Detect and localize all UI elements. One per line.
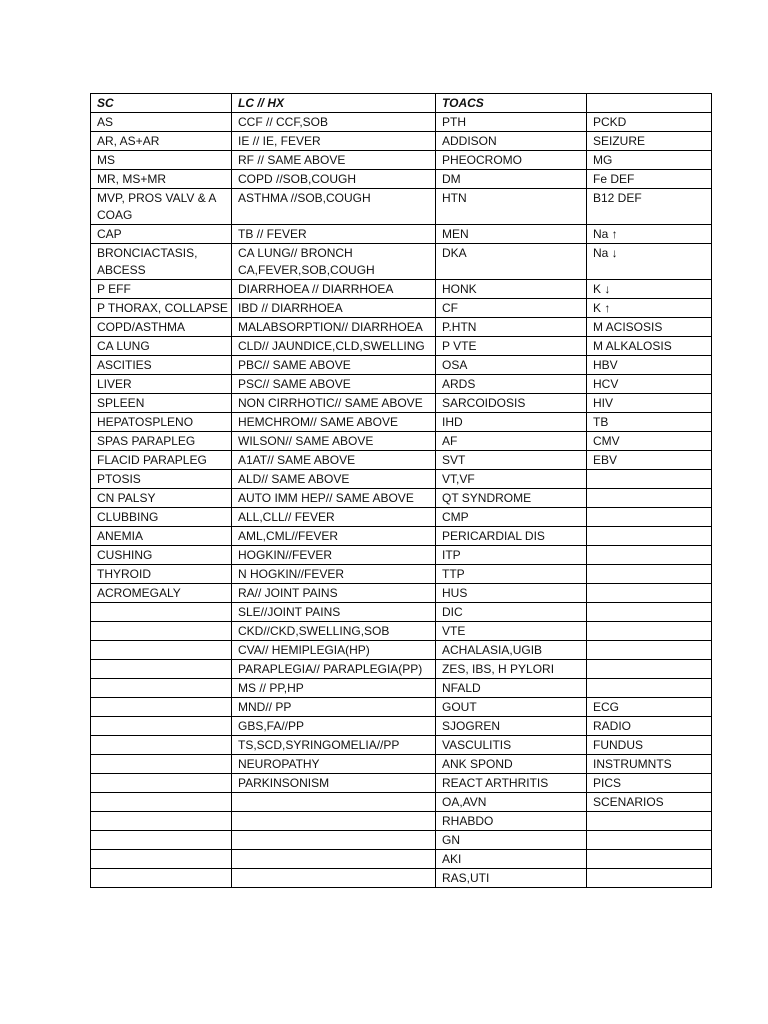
cell-misc (587, 850, 712, 869)
table-row (91, 299, 712, 318)
cell-lc-hx (232, 812, 436, 831)
cell-toacs: MEN (436, 225, 587, 244)
table-row (91, 736, 712, 755)
cell-lc-hx: A1AT// SAME ABOVE (232, 451, 436, 470)
cell-lc-hx: TS,SCD,SYRINGOMELIA//PP (232, 736, 436, 755)
table-row (91, 869, 712, 888)
header-toacs: TOACS (436, 94, 587, 113)
cell-sc (91, 603, 232, 622)
table-row (91, 679, 712, 698)
cell-sc: BRONCIACTASIS, ABCESS (91, 244, 232, 280)
cell-misc: HBV (587, 356, 712, 375)
cell-lc-hx: CKD//CKD,SWELLING,SOB (232, 622, 436, 641)
table-row (91, 375, 712, 394)
cell-lc-hx: ASTHMA //SOB,COUGH (232, 189, 436, 225)
cell-misc: HIV (587, 394, 712, 413)
cell-sc: MS (91, 151, 232, 170)
cell-toacs: SJOGREN (436, 717, 587, 736)
cell-lc-hx: DIARRHOEA // DIARRHOEA (232, 280, 436, 299)
cell-lc-hx: PBC// SAME ABOVE (232, 356, 436, 375)
cell-lc-hx: RA// JOINT PAINS (232, 584, 436, 603)
cell-lc-hx: IE // IE, FEVER (232, 132, 436, 151)
cell-sc (91, 641, 232, 660)
cell-misc: EBV (587, 451, 712, 470)
cell-misc: RADIO (587, 717, 712, 736)
cell-toacs: VTE (436, 622, 587, 641)
cell-misc (587, 527, 712, 546)
table-row (91, 151, 712, 170)
cell-toacs: TTP (436, 565, 587, 584)
cell-lc-hx: PARKINSONISM (232, 774, 436, 793)
cell-toacs: P VTE (436, 337, 587, 356)
cell-lc-hx (232, 850, 436, 869)
cell-misc: M ALKALOSIS (587, 337, 712, 356)
header-lc-hx: LC // HX (232, 94, 436, 113)
cell-toacs: RHABDO (436, 812, 587, 831)
table-row (91, 356, 712, 375)
cell-sc (91, 869, 232, 888)
cell-lc-hx: IBD // DIARRHOEA (232, 299, 436, 318)
cell-misc (587, 679, 712, 698)
cell-misc: INSTRUMNTS (587, 755, 712, 774)
cell-misc (587, 622, 712, 641)
cell-misc: FUNDUS (587, 736, 712, 755)
cell-sc (91, 622, 232, 641)
cell-lc-hx: HOGKIN//FEVER (232, 546, 436, 565)
cell-toacs: PTH (436, 113, 587, 132)
cell-misc (587, 489, 712, 508)
cell-toacs: ADDISON (436, 132, 587, 151)
cell-toacs: NFALD (436, 679, 587, 698)
cell-toacs: ARDS (436, 375, 587, 394)
cell-toacs: AF (436, 432, 587, 451)
cell-sc: AR, AS+AR (91, 132, 232, 151)
cell-misc (587, 641, 712, 660)
cell-sc: ACROMEGALY (91, 584, 232, 603)
cell-lc-hx (232, 831, 436, 850)
cell-sc: MR, MS+MR (91, 170, 232, 189)
cell-misc: PICS (587, 774, 712, 793)
table-row (91, 170, 712, 189)
cell-lc-hx (232, 869, 436, 888)
cell-sc (91, 717, 232, 736)
cell-lc-hx: HEMCHROM// SAME ABOVE (232, 413, 436, 432)
cell-misc: CMV (587, 432, 712, 451)
cell-misc: TB (587, 413, 712, 432)
cell-sc: LIVER (91, 375, 232, 394)
cell-toacs: AKI (436, 850, 587, 869)
cell-sc: ANEMIA (91, 527, 232, 546)
cell-sc: P THORAX, COLLAPSE (91, 299, 232, 318)
cell-sc: SPAS PARAPLEG (91, 432, 232, 451)
table-row (91, 280, 712, 299)
cell-sc (91, 679, 232, 698)
table-row (91, 132, 712, 151)
table-row (91, 774, 712, 793)
cell-misc: ECG (587, 698, 712, 717)
cell-sc: CA LUNG (91, 337, 232, 356)
cell-sc: CN PALSY (91, 489, 232, 508)
cell-toacs: OA,AVN (436, 793, 587, 812)
cell-misc (587, 660, 712, 679)
cell-sc (91, 774, 232, 793)
table-row (91, 546, 712, 565)
cell-misc (587, 470, 712, 489)
cell-sc (91, 831, 232, 850)
table-row (91, 432, 712, 451)
cell-lc-hx: MS // PP,HP (232, 679, 436, 698)
cell-misc: B12 DEF (587, 189, 712, 225)
cell-sc: FLACID PARAPLEG (91, 451, 232, 470)
cell-lc-hx: AUTO IMM HEP// SAME ABOVE (232, 489, 436, 508)
cell-lc-hx: ALL,CLL// FEVER (232, 508, 436, 527)
cell-lc-hx: CA LUNG// BRONCH CA,FEVER,SOB,COUGH (232, 244, 436, 280)
cell-misc (587, 508, 712, 527)
cell-toacs: ANK SPOND (436, 755, 587, 774)
table-row (91, 489, 712, 508)
cell-toacs: ZES, IBS, H PYLORI (436, 660, 587, 679)
table-row (91, 337, 712, 356)
cell-misc: Na ↑ (587, 225, 712, 244)
cell-lc-hx: RF // SAME ABOVE (232, 151, 436, 170)
cell-toacs: PERICARDIAL DIS (436, 527, 587, 546)
table-row (91, 793, 712, 812)
cell-lc-hx: AML,CML//FEVER (232, 527, 436, 546)
cell-toacs: CF (436, 299, 587, 318)
cell-misc: Fe DEF (587, 170, 712, 189)
cell-sc: PTOSIS (91, 470, 232, 489)
cell-toacs: ACHALASIA,UGIB (436, 641, 587, 660)
cell-sc (91, 793, 232, 812)
cell-sc: ASCITIES (91, 356, 232, 375)
cell-sc: THYROID (91, 565, 232, 584)
cell-sc: P EFF (91, 280, 232, 299)
table-row (91, 189, 712, 225)
cell-sc: CUSHING (91, 546, 232, 565)
cell-lc-hx: N HOGKIN//FEVER (232, 565, 436, 584)
cell-toacs: P.HTN (436, 318, 587, 337)
cell-lc-hx: NEUROPATHY (232, 755, 436, 774)
cell-lc-hx: CVA// HEMIPLEGIA(HP) (232, 641, 436, 660)
topic-table (90, 93, 712, 888)
header-row (91, 94, 712, 113)
table-row (91, 850, 712, 869)
table-row (91, 641, 712, 660)
table-row (91, 394, 712, 413)
cell-toacs: GN (436, 831, 587, 850)
cell-misc (587, 565, 712, 584)
cell-toacs: HUS (436, 584, 587, 603)
table-row (91, 113, 712, 132)
cell-sc: AS (91, 113, 232, 132)
cell-toacs: CMP (436, 508, 587, 527)
cell-lc-hx: NON CIRRHOTIC// SAME ABOVE (232, 394, 436, 413)
cell-misc (587, 546, 712, 565)
cell-sc: HEPATOSPLENO (91, 413, 232, 432)
cell-toacs: HONK (436, 280, 587, 299)
cell-toacs: GOUT (436, 698, 587, 717)
cell-lc-hx: PARAPLEGIA// PARAPLEGIA(PP) (232, 660, 436, 679)
cell-lc-hx: COPD //SOB,COUGH (232, 170, 436, 189)
cell-sc (91, 736, 232, 755)
header-misc (587, 94, 712, 113)
cell-sc: CAP (91, 225, 232, 244)
cell-lc-hx: PSC// SAME ABOVE (232, 375, 436, 394)
cell-misc: SEIZURE (587, 132, 712, 151)
cell-toacs: OSA (436, 356, 587, 375)
cell-misc (587, 831, 712, 850)
cell-sc: SPLEEN (91, 394, 232, 413)
cell-lc-hx: CCF // CCF,SOB (232, 113, 436, 132)
cell-sc: MVP, PROS VALV & A COAG (91, 189, 232, 225)
header-sc: SC (91, 94, 232, 113)
table-row (91, 622, 712, 641)
cell-toacs: PHEOCROMO (436, 151, 587, 170)
cell-sc (91, 755, 232, 774)
table-row (91, 831, 712, 850)
table-row (91, 244, 712, 280)
cell-sc (91, 660, 232, 679)
cell-lc-hx: GBS,FA//PP (232, 717, 436, 736)
cell-toacs: VT,VF (436, 470, 587, 489)
cell-toacs: VASCULITIS (436, 736, 587, 755)
cell-toacs: SVT (436, 451, 587, 470)
cell-lc-hx: TB // FEVER (232, 225, 436, 244)
table-row (91, 660, 712, 679)
cell-misc (587, 869, 712, 888)
table-row (91, 413, 712, 432)
cell-lc-hx (232, 793, 436, 812)
cell-lc-hx: SLE//JOINT PAINS (232, 603, 436, 622)
cell-lc-hx: ALD// SAME ABOVE (232, 470, 436, 489)
cell-sc: COPD/ASTHMA (91, 318, 232, 337)
cell-lc-hx: WILSON// SAME ABOVE (232, 432, 436, 451)
table-row (91, 451, 712, 470)
cell-misc (587, 584, 712, 603)
cell-misc: M ACISOSIS (587, 318, 712, 337)
cell-toacs: SARCOIDOSIS (436, 394, 587, 413)
cell-toacs: DM (436, 170, 587, 189)
table-row (91, 698, 712, 717)
table-row (91, 755, 712, 774)
cell-toacs: QT SYNDROME (436, 489, 587, 508)
cell-sc (91, 812, 232, 831)
cell-lc-hx: MALABSORPTION// DIARRHOEA (232, 318, 436, 337)
cell-sc (91, 698, 232, 717)
table-row (91, 318, 712, 337)
cell-misc: PCKD (587, 113, 712, 132)
table-row (91, 584, 712, 603)
table-row (91, 225, 712, 244)
cell-lc-hx: MND// PP (232, 698, 436, 717)
cell-misc: HCV (587, 375, 712, 394)
cell-misc: MG (587, 151, 712, 170)
cell-misc: K ↑ (587, 299, 712, 318)
cell-toacs: ITP (436, 546, 587, 565)
cell-lc-hx: CLD// JAUNDICE,CLD,SWELLING (232, 337, 436, 356)
table-row (91, 508, 712, 527)
cell-misc: K ↓ (587, 280, 712, 299)
cell-toacs: DIC (436, 603, 587, 622)
cell-misc: Na ↓ (587, 244, 712, 280)
table-row (91, 812, 712, 831)
table-row (91, 603, 712, 622)
cell-sc (91, 850, 232, 869)
table-row (91, 470, 712, 489)
cell-misc: SCENARIOS (587, 793, 712, 812)
table-row (91, 527, 712, 546)
cell-misc (587, 603, 712, 622)
table-row (91, 717, 712, 736)
cell-toacs: REACT ARTHRITIS (436, 774, 587, 793)
table-row (91, 565, 712, 584)
cell-misc (587, 812, 712, 831)
cell-toacs: IHD (436, 413, 587, 432)
cell-sc: CLUBBING (91, 508, 232, 527)
cell-toacs: DKA (436, 244, 587, 280)
cell-toacs: RAS,UTI (436, 869, 587, 888)
cell-toacs: HTN (436, 189, 587, 225)
